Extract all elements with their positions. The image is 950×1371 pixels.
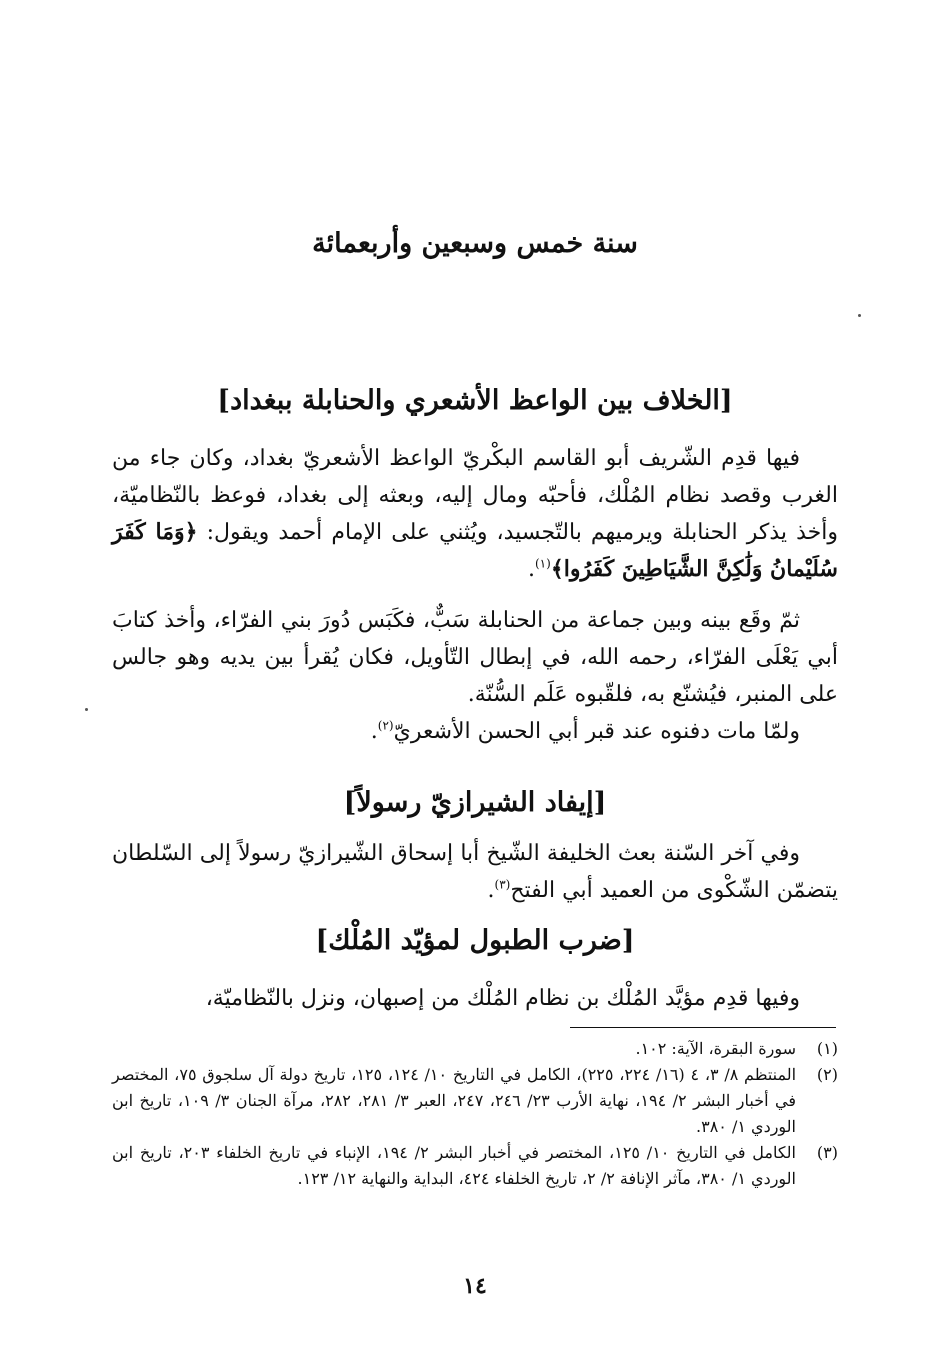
footnote xyxy=(112,1036,838,1062)
paragraph xyxy=(112,835,838,909)
quran-quote: ﴿وَمَا كَفَرَ سُلَيْمانُ وَلَٰكِنَّ الشَّيَاطِينَ كَفَرُوا﴾ xyxy=(112,519,838,582)
section-body-2 xyxy=(112,835,838,909)
paragraph-text: وفي آخر السّنة بعث الخليفة الشّيخ أبا إسحاق الشّيرازيّ رسولاً إلى السّلطان يتضمّن الشّكْوى من العميد أبي الفتح xyxy=(112,841,838,903)
section-heading-2: [إيفاد الشيرازيّ رسولاً] xyxy=(343,787,607,818)
paragraph-text: ولمّا مات دفنوه عند قبر أبي الحسن الأشعريّ xyxy=(393,719,800,744)
section-body-1 xyxy=(112,440,838,750)
paragraph xyxy=(112,713,838,750)
paragraph: وفيها قدِم مؤيَّد المُلْك بن نظام المُلْك من إصبهان، ونزل بالنّظاميّة، xyxy=(205,986,800,1011)
scan-speck xyxy=(85,708,88,711)
footnote-number: (٢) xyxy=(816,1065,838,1084)
footnote xyxy=(112,1062,838,1140)
paragraph: ثمّ وقَع بينه وبين جماعة من الحنابلة سَبٌّ، فكَبَس دُورَ بني الفرّاء، وأخذ كتابَ أبي يَعْلَى الفرّاء، رحمه الله، في إبطال التّأويل، فكان يُقرأ بين يديه وهو جالس على المنبر، فيُشنّع به، فلقّبوه عَلَم السُّنّة. xyxy=(112,608,838,707)
footnote xyxy=(112,1140,838,1192)
footnotes xyxy=(112,1036,838,1192)
paragraph-end: . xyxy=(487,878,495,903)
footnote-text: سورة البقرة، الآية: ١٠٢. xyxy=(635,1039,796,1058)
footnote-ref: (١) xyxy=(534,556,551,571)
footnote-text: الكامل في التاريخ ١٠/ ١٢٥، المختصر في أخبار البشر ٢/ ١٩٤، الإنباء في تاريخ الخلفاء ٢٠٣، تاريخ ابن الوردي ١/ ٣٨٠، مآثر الإنافة ٢/ ٢، تاريخ الخلفاء ٤٢٤، البداية والنهاية ١٢/ ١٢٣. xyxy=(112,1143,796,1188)
section-heading-1: [الخلاف بين الواعظ الأشعري والحنابلة ببغداد] xyxy=(217,385,733,416)
page-number: ١٤ xyxy=(463,1273,487,1299)
footnote-ref: (٣) xyxy=(494,877,511,892)
section-heading-3: [ضرب الطبول لمؤيّد المُلْك] xyxy=(315,925,635,956)
scan-speck xyxy=(858,314,861,317)
paragraph-text: فيها قدِم الشّريف أبو القاسم البكْريّ الواعظ الأشعريّ بغداد، وكان جاء من الغرب وقصد نظام المُلْك، فأحبّه ومال إليه، وبعثه إلى بغداد، فوعظ بالنّظاميّة، وأخذ يذكر الحنابلة ويرميهم بالتّجسيد، ويُثني على الإمام أحمد ويقول: xyxy=(112,446,838,545)
page-title: سنة خمس وسبعين وأربعمائة xyxy=(312,228,638,259)
footnote-ref: (٢) xyxy=(377,718,394,733)
footnote-number: (٣) xyxy=(816,1143,838,1162)
footnote-divider xyxy=(570,1027,836,1028)
footnote-number: (١) xyxy=(816,1039,838,1058)
paragraph-end: . xyxy=(370,719,378,744)
section-body-3 xyxy=(112,980,838,1017)
footnote-text: المنتظم ٨/ ٣، ٤ (١٦/ ٢٢٤، ٢٢٥)، الكامل في التاريخ ١٠/ ١٢٤، ١٢٥، تاريخ دولة آل سلجوق ٧٥، المختصر في أخبار البشر ٢/ ١٩٤، نهاية الأرب ٢٣/ ٢٤٦، ٢٤٧، العبر ٣/ ٢٨١، ٢٨٢، مرآة الجنان ٣/ ١٠٩، تاريخ ابن الوردي ١/ ٣٨٠. xyxy=(112,1065,797,1136)
paragraph xyxy=(112,440,838,588)
paragraph-end: . xyxy=(527,557,535,582)
